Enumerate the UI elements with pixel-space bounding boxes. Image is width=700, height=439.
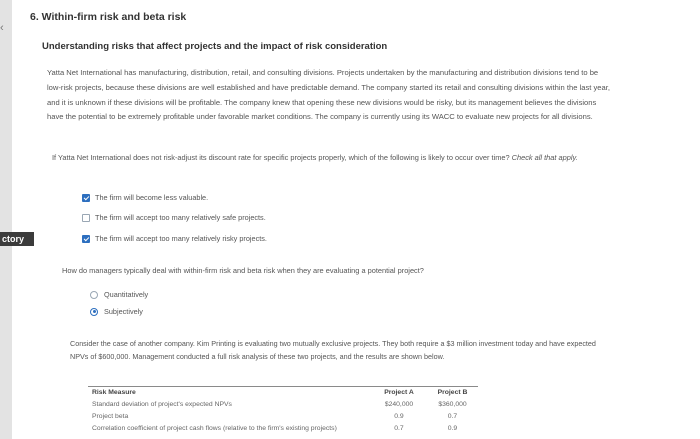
section-title: Understanding risks that affect projects and the impact of risk consideration [42,41,388,52]
option-too-many-risky[interactable] [82,234,267,243]
prompt-1-hint: Check all that apply. [511,153,578,162]
radio-subjectively[interactable] [90,307,143,316]
table-cell: Correlation coefficient of project cash flows (relative to the firm's existing projects) [92,425,337,432]
option-label: The firm will accept too many relatively risky projects. [95,234,267,243]
chevron-left-icon[interactable]: ‹ [0,22,4,34]
risk-table [88,386,478,435]
checkbox-checked[interactable] [82,235,90,243]
option-label: The firm will accept too many relatively safe projects. [95,213,266,222]
radio-button-selected[interactable] [90,308,98,316]
sidebar-history-tab[interactable]: ctory [0,232,34,246]
table-row [88,423,478,435]
radio-label: Quantitatively [104,290,149,299]
question-prompt-2: How do managers typically deal with within-firm risk and beta risk when they are evaluating a potential project? [62,266,424,275]
table-row [88,399,478,411]
table-cell: 0.9 [394,413,404,420]
checkbox-unchecked[interactable] [82,214,90,222]
prompt-1-text: If Yatta Net International does not risk-adjust its discount rate for specific projects properly, which of the following is likely to occur over time? [52,153,510,162]
table-cell: Project beta [92,413,129,420]
radio-button[interactable] [90,291,98,299]
checkbox-checked[interactable] [82,194,90,202]
table-cell: 0.7 [394,425,404,432]
table-cell: 0.7 [447,413,458,420]
option-too-many-safe[interactable] [82,213,266,222]
radio-quantitatively[interactable] [90,290,148,299]
option-label: The firm will become less valuable. [95,193,209,202]
table-cell: Standard deviation of project's expected NPVs [92,401,232,408]
scenario-paragraph: Yatta Net International has manufacturing, distribution, retail, and consulting divisions. Projects undertaken by the manufacturing and distribution divisions tend to be low-risk projects, because these divisions are well established and have predictable demand. The company started its retail and consulting divisions within the last year, and it is unknown if these divisions will be profitable. The company knew that opening these new divisions would be risky, but its management believes the divisions have the potential to be extremely profitable under favorable market conditions. The company is currently using its WACC to evaluate new projects for all divisions. [47,68,610,122]
table-header-cell: Project B [437,389,468,396]
question-prompt-1 [52,151,612,165]
question-title: 6. Within-firm risk and beta risk [30,11,187,23]
table-header-cell: Risk Measure [92,389,136,396]
radio-label: Subjectively [104,307,143,316]
table-cell: 0.9 [447,425,458,432]
table-header-cell: Project A [384,389,414,396]
table-cell: $360,000 [438,401,467,408]
option-less-valuable[interactable] [82,193,208,202]
table-cell: $240,000 [384,401,414,408]
left-sidebar-strip [0,0,12,439]
table-row [88,411,478,423]
table-header-row [88,387,478,399]
case-paragraph: Consider the case of another company. Kim Printing is evaluating two mutually exclusive projects. They both require a $3 million investment today and have expected NPVs of $600,000. Management conducted a full risk analysis of these two projects, and the results are shown below. [70,339,596,361]
